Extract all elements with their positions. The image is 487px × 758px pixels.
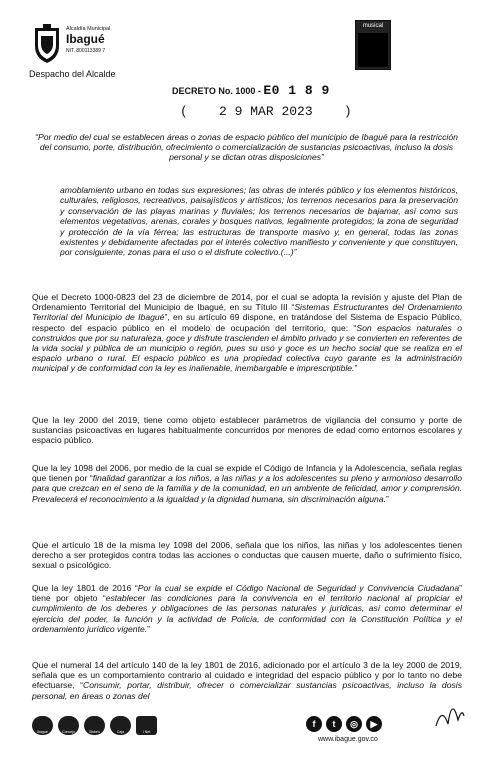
considerando-paragraph-5: Que la ley 1801 de 2016 “Por la cual se expide el Código Nacional de Seguridad y Convivencia Ciudadana” tiene por objeto “establecer las condiciones para la convivencia en el territorio nacional al propiciar el cumplimiento de los deberes y obligaciones de las personas naturales y jurídicas, así como determinar el ejercicio del poder, la función y la actividad de Policía, de conformidad con la Constitución Política y el ordenamiento jurídico vigente.” — [32, 583, 463, 634]
website-link[interactable]: www.ibague.gov.co — [318, 736, 378, 743]
logo-name: Ibagué — [66, 32, 105, 46]
considerando-paragraph-4: Que el artículo 18 de la misma ley 1098 del 2006, señala que los niños, las niñas y los adolescentes tienen derecho a ser protegidos contra todas las acciones o conductas que causen muerte, daño o sufrimiento físico, sexual o psicológico. — [32, 540, 462, 571]
facebook-icon[interactable]: f — [306, 716, 322, 732]
considerando-paragraph-3: Que la ley 1098 del 2006, por medio de la cual se expide el Código de Infancia y la Adolescencia, señala reglas que tienen por “finalidad garantizar a los niños, a las niñas y a los adolescentes su pleno y armonioso desarrollo para que crezcan en el seno de la familia y de la comunidad, en un ambiente de felicidad, amor y comprensión. Prevalecerá el reconocimiento a la igualdad y la dignidad humana, sin discriminación alguna.” — [32, 463, 462, 504]
considerando-paragraph-6: Que el numeral 14 del artículo 140 de la ley 1801 de 2016, adicionado por el artículo 3 de la ley 2000 de 2019, señala que es un comportamiento contrario al cuidado e integridad del espacio público y por lo tanto no debe efectuarse, “Consumir, portar, distribuir, ofrecer o comercializar sustancias psicoactivas, incluso la dosis personal, en áreas o zonas del — [32, 660, 462, 701]
logo-nit: NIT. 800113389 7 — [66, 48, 106, 54]
ibague-shield-icon — [32, 24, 62, 64]
footer-logo-1: Ibagué — [32, 716, 53, 735]
quoted-article-text: amoblamiento urbano en todas sus expresiones; las obras de interés público y los elementos históricos, culturales, religiosos, recreativos, paisajísticos y artísticos; los terrenos necesarios para la preservación y conservación de las playas marinas y fluviales; los terrenos necesarios de bajamar, así como sus elementos vegetativos, arenas, corales y bosques nativos, legalmente protegidos; la zona de seguridad y protección de la vía férrea; las estructuras de transporte masivo y, en general, todas las zonas existentes y debidamente afectadas por el interés colectivo manifiesto y conveniente y que constituyen, por consiguiente, zonas para el uso o el disfrute colectivo.(...)” — [60, 185, 458, 258]
paren-open: ( — [180, 104, 188, 119]
despacho-label: Despacho del Alcalde — [29, 69, 116, 79]
decreto-date-line — [180, 104, 352, 119]
musical-stamp — [355, 20, 391, 70]
instagram-icon[interactable]: ◎ — [346, 716, 362, 732]
paren-close: ) — [343, 104, 352, 119]
footer-logo-4: Caja — [110, 716, 131, 735]
decreto-epigrafe: “Por medio del cual se establecen áreas o zonas de espacio público del municipio de Ibagué para la restricción del consumo, porte, distribución, ofrecimiento o comercialización de sustancias psicoactivas, incluso la dosis personal y se dictan otras disposiciones” — [35, 132, 458, 162]
youtube-icon[interactable]: ▶ — [366, 716, 382, 732]
considerando-paragraph-1: Que el Decreto 1000-0823 del 23 de diciembre de 2014, por el cual se adopta la revisión y ajuste del Plan de Ordenamiento Territorial del Municipio de Ibagué, en su Título III “Sistemas Estructurantes del Ordenamiento Territorial del Municipio de Ibagué”, en su artículo 69 dispone, en tratándose del Sistema de Espacio Público, respecto del espacio público en el modelo de ocupación del territorio, que: “Son espacios naturales o construidos que por su naturaleza, goce y disfrute trascienden el ámbito privado y se convierten en referentes de la vida social y pública de un municipio o región, pues su uso y goce es un hecho social que se realiza en el espacio urbano o rural. El espacio público es una propiedad colectiva cuyo garante es la administración municipal y de conformidad con la ley es inalienable, inembargable e imprescriptible.” — [32, 292, 463, 374]
footer-logo-2: Concejo — [58, 716, 79, 735]
decreto-number: E0 1 8 9 — [263, 83, 330, 98]
footer-logo-5: I Net — [136, 716, 157, 735]
twitter-icon[interactable]: t — [326, 716, 342, 732]
signature-mark — [428, 686, 468, 736]
alcaldia-logo — [30, 24, 148, 68]
stamp-graphic — [358, 33, 388, 67]
decreto-date: 2 9 MAR 2023 — [219, 104, 313, 119]
logo-top-text: Alcaldía Municipal — [66, 26, 111, 32]
considerando-paragraph-2: Que la ley 2000 del 2019, tiene como objeto establecer parámetros de vigilancia del consumo y porte de sustancias psicoactivas en lugares habitualmente concurridos por menores de edad como entornos escolares y espacio público. — [32, 415, 462, 446]
decreto-prefix: DECRETO No. 1000 - — [172, 86, 261, 96]
stamp-label: musical — [362, 23, 384, 29]
footer-logo-3: Sisbén — [84, 716, 105, 735]
decreto-heading — [172, 83, 330, 98]
